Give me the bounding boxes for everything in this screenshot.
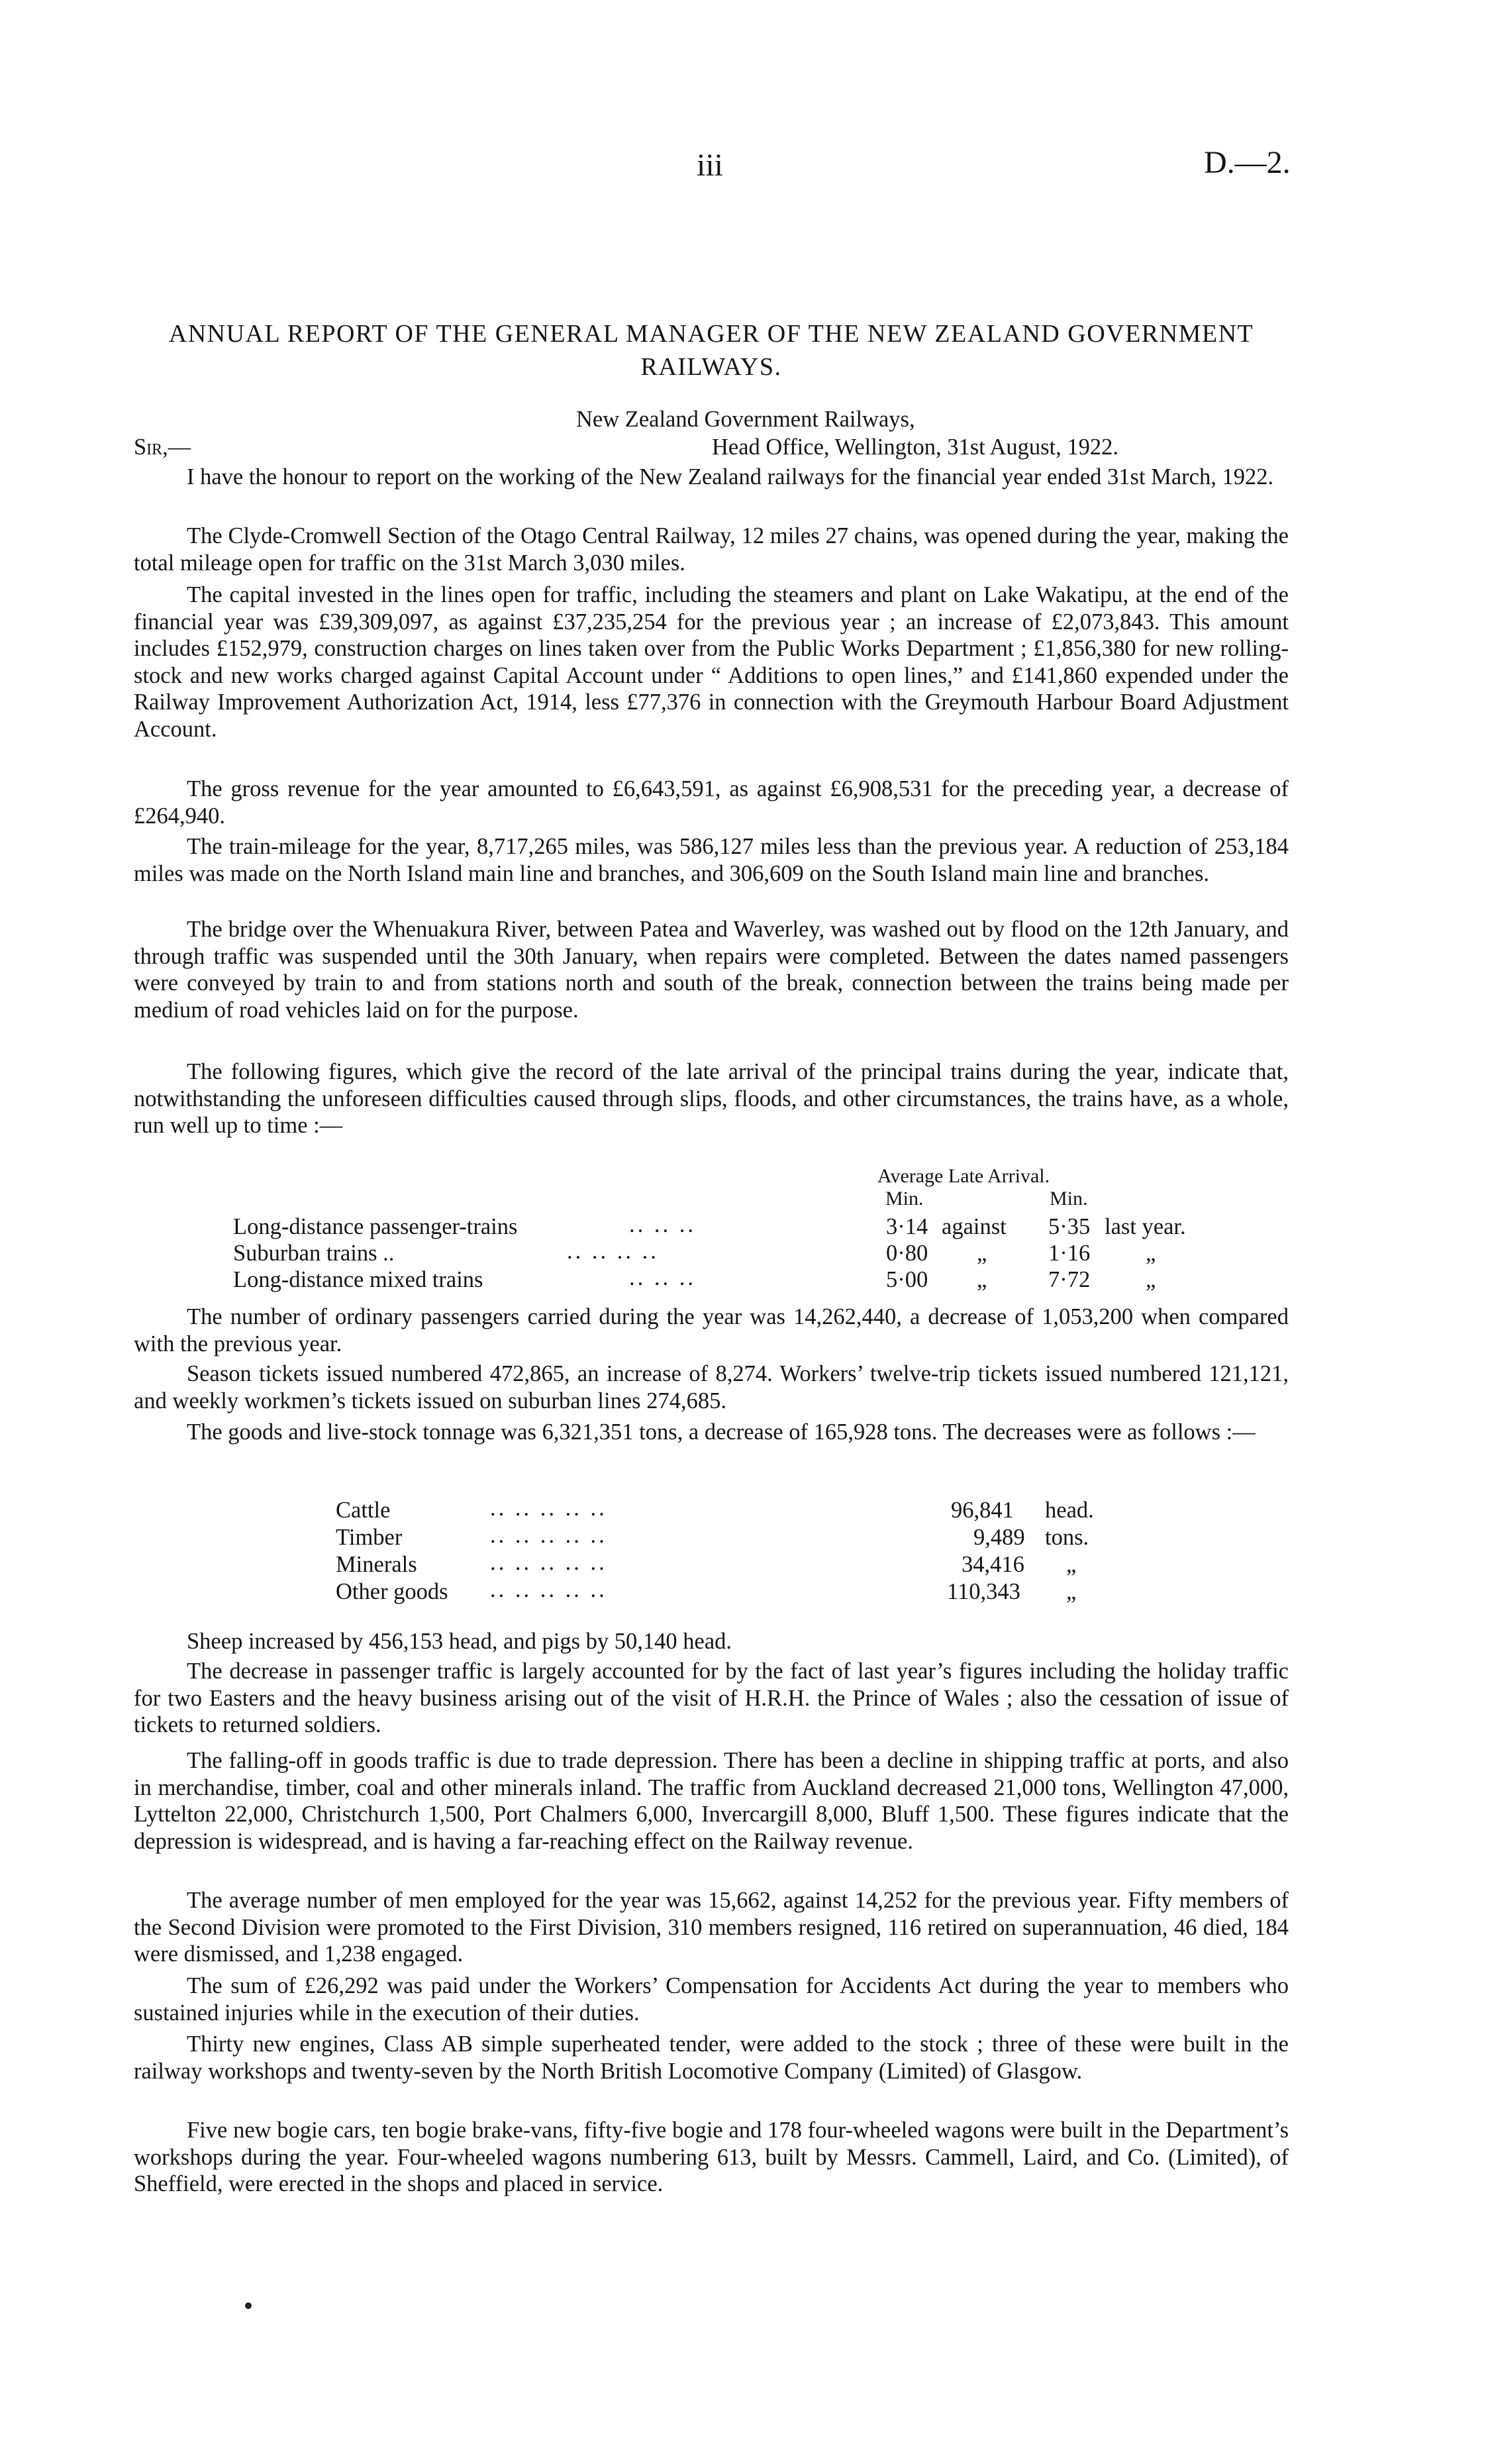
row-suffix: „ <box>1146 1267 1156 1292</box>
row-suffix: last year. <box>1105 1214 1186 1239</box>
address-line-2: Head Office, Wellington, 31st August, 1922. <box>712 435 1119 460</box>
leader-dots: .. .. .. <box>629 1265 696 1290</box>
commodity-label: Other goods <box>336 1579 448 1604</box>
paragraph-goods-tonnage: The goods and live-stock tonnage was 6,321,351 tons, a decrease of 165,928 tons. The decreases were as follows :— <box>187 1419 1256 1445</box>
paragraph-ordinary-passengers: The number of ordinary passengers carried during the year was 14,262,440, a decrease of 1,053,200 when compared with the previous year. <box>134 1304 1289 1357</box>
decrease-value: 110,343 <box>947 1579 1020 1604</box>
current-value: 0·80 <box>886 1241 928 1266</box>
decrease-unit: head. <box>1045 1498 1094 1523</box>
address-line-1: New Zealand Government Railways, <box>576 407 915 432</box>
current-value: 3·14 <box>886 1214 928 1239</box>
paragraph-rolling-stock: Five new bogie cars, ten bogie brake-vans, fifty-five bogie and 178 four-wheeled wagons were built in the Department’s workshops during the year. Four-wheeled wagons numbering 613, built by Messrs. Cammell, Laird, and Co. (Limited), of Sheffield, were erected in the shops and placed in service. <box>134 2118 1289 2196</box>
paragraph-workers-compensation: The sum of £26,292 was paid under the Workers’ Compensation for Accidents Act during the year to members who sustained injuries while in the execution of their duties. <box>134 1973 1289 2026</box>
comparison-word: „ <box>977 1241 987 1266</box>
late-arrival-heading: Average Late Arrival. <box>877 1165 1050 1187</box>
leader-dots: .. .. .. <box>629 1212 696 1237</box>
previous-value: 1·16 <box>1048 1241 1091 1266</box>
previous-value: 7·72 <box>1048 1267 1091 1292</box>
paragraph-train-mileage: The train-mileage for the year, 8,717,265 miles, was 586,127 miles less than the previous year. A reduction of 253,184 miles was made on the North Island main line and branches, and 306,609 on the South Island main line and branches. <box>134 834 1289 886</box>
paragraph-capital: The capital invested in the lines open for traffic, including the steamers and plant on Lake Wakatipu, at the end of the financial year was £39,309,097, as against £37,235,254 for the previous year ; an increase of £2,073,843. This amount includes £152,979, construction charges on lines taken over from the Public Works Department ; £1,856,380 for new rolling-stock and new works charged against Capital Account under “ Additions to open lines,” and £141,860 expended under the Railway Improvement Authorization Act, 1914, less £77,376 in connection with the Greymouth Harbour Board Adjustment Account. <box>134 582 1289 742</box>
bullet-mark <box>245 2302 252 2309</box>
salutation: Sir,— <box>134 435 191 460</box>
comparison-word: „ <box>977 1267 987 1292</box>
paragraph-gross-revenue: The gross revenue for the year amounted to £6,643,591, as against £6,908,531 for the preceding year, a decrease of £264,940. <box>134 776 1289 829</box>
leader-dots: .. .. .. .. <box>567 1239 659 1264</box>
paragraph-late-arrival-intro: The following figures, which give the record of the late arrival of the principal trains during the year, indicate that, notwithstanding the unforeseen difficulties caused through slips, floods, and other circumstances, the trains have, as a whole, run well up to time :— <box>134 1059 1289 1138</box>
row-suffix: „ <box>1146 1241 1156 1266</box>
train-type: Long-distance passenger-trains <box>233 1214 518 1239</box>
current-value: 5·00 <box>886 1267 928 1292</box>
previous-minutes-header: Min. <box>1050 1188 1088 1209</box>
decrease-unit: „ <box>1066 1579 1077 1604</box>
paragraph-season-tickets: Season tickets issued numbered 472,865, an increase of 8,274. Workers’ twelve-trip tickets issued numbered 121,121, and weekly workmen’s tickets issued on suburban lines 274,685. <box>134 1361 1289 1413</box>
decrease-value: 34,416 <box>962 1552 1024 1577</box>
decrease-unit: „ <box>1066 1552 1077 1577</box>
paragraph-sheep-pigs: Sheep increased by 456,153 head, and pigs by 50,140 head. <box>187 1629 732 1654</box>
paragraph-whenuakura-bridge: The bridge over the Whenuakura River, between Patea and Waverley, was washed out by flood on the 12th January, and through traffic was suspended until the 30th January, when repairs were completed. Between the dates named passengers were conveyed by train to and from stations north and south of the break, connection between the trains being made per medium of road vehicles laid on for the purpose. <box>134 917 1289 1023</box>
decrease-value: 9,489 <box>973 1525 1025 1550</box>
comparison-word: against <box>942 1214 1007 1239</box>
commodity-label: Minerals <box>336 1552 417 1577</box>
train-type: Long-distance mixed trains <box>233 1267 483 1292</box>
paragraph-staff-employed: The average number of men employed for the year was 15,662, against 14,252 for the previous year. Fifty members of the Second Division were promoted to the First Division, 310 members resigned, 116 retired on superannuation, 46 died, 184 were dismissed, and 1,238 engaged. <box>134 1888 1289 1967</box>
paragraph-new-engines: Thirty new engines, Class AB simple superheated tender, were added to the stock ; three of these were built in the railway workshops and twenty-seven by the North British Locomotive Company (Limited) of Glasgow. <box>134 2031 1289 2084</box>
decrease-unit: tons. <box>1045 1525 1089 1550</box>
leader-dots: .. .. .. .. .. <box>490 1523 607 1548</box>
leader-dots: .. .. .. .. .. <box>490 1496 607 1521</box>
report-title-line1: ANNUAL REPORT OF THE GENERAL MANAGER OF THE NEW ZEALAND GOVERNMENT <box>168 320 1254 348</box>
paragraph-passenger-decrease: The decrease in passenger traffic is largely accounted for by the fact of last year’s figures including the holiday traffic for two Easters and the heavy business arising out of the visit of H.R.H. the Prince of Wales ; also the cessation of issue of tickets to returned soldiers. <box>134 1659 1289 1737</box>
document-reference: D.—2. <box>1204 145 1291 180</box>
commodity-label: Timber <box>336 1525 403 1550</box>
paragraph-goods-falling-off: The falling-off in goods traffic is due to trade depression. There has been a decline in shipping traffic at ports, and also in merchandise, timber, coal and other minerals inland. The traffic from Auckland decreased 21,000 tons, Wellington 47,000, Lyttelton 22,000, Christchurch 1,500, Port Chalmers 6,000, Invercargill 8,000, Bluff 1,500. These figures indicate that the depression is widespread, and is having a far-reaching effect on the Railway revenue. <box>134 1748 1289 1854</box>
current-minutes-header: Min. <box>885 1188 924 1209</box>
paragraph-clyde-cromwell: The Clyde-Cromwell Section of the Otago Central Railway, 12 miles 27 chains, was opened during the year, making the total mileage open for traffic on the 31st March 3,030 miles. <box>134 523 1289 576</box>
decrease-value: 96,841 <box>951 1498 1014 1523</box>
commodity-label: Cattle <box>336 1498 391 1523</box>
report-title-line2: RAILWAYS. <box>640 353 782 381</box>
leader-dots: .. .. .. .. .. <box>490 1550 607 1575</box>
train-type: Suburban trains .. <box>233 1241 395 1266</box>
leader-dots: .. .. .. .. .. <box>490 1577 607 1602</box>
paragraph-financial-year: I have the honour to report on the working of the New Zealand railways for the financial year ended 31st March, 1922. <box>187 464 1274 489</box>
page-number: iii <box>697 148 724 183</box>
previous-value: 5·35 <box>1048 1214 1091 1239</box>
